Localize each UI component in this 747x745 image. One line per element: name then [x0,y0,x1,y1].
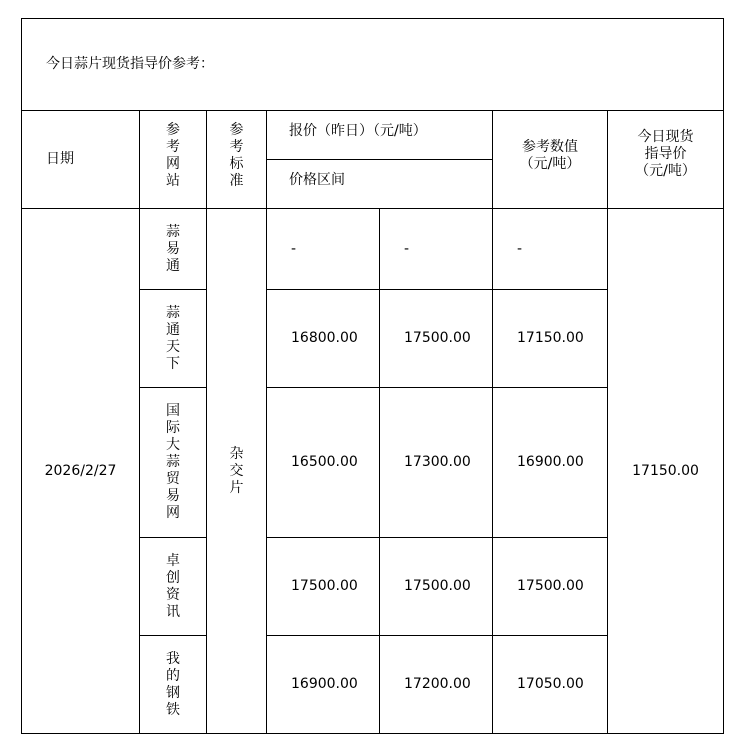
header-ref-cell [493,111,608,209]
site-cell [140,388,207,538]
header-today-price: 今日现货指导价（元/吨） [635,129,696,179]
table-row [22,209,724,290]
header-site: 参考网站 [166,122,180,189]
header-range-cell [267,160,493,209]
title-row [22,19,724,111]
header-standard: 参考标准 [229,122,244,189]
site-name: 蒜易通 [166,223,180,274]
ref-value: 17150.00 [493,290,608,388]
high-price: 17200.00 [380,636,493,734]
header-today-cell [608,111,724,209]
ref-value: 17500.00 [493,538,608,636]
site-name: 我的钢铁 [166,650,180,718]
low-price: - [267,209,380,290]
site-cell [140,209,207,290]
standard-value: 杂交片 [229,445,244,496]
high-price: 17300.00 [380,388,493,538]
site-name: 蒜通天下 [166,304,180,372]
low-price: 17500.00 [267,538,380,636]
header-standard-cell [207,111,267,209]
ref-value: 17050.00 [493,636,608,734]
price-table [21,18,724,734]
site-name: 国际大蒜贸易网 [166,403,180,521]
header-quote: 报价（昨日）（元/吨） [289,123,427,139]
high-price: 17500.00 [380,290,493,388]
high-price: 17500.00 [380,538,493,636]
title-cell [22,19,724,111]
header-row-1 [22,111,724,160]
low-price: 16800.00 [267,290,380,388]
date-cell: 2026/2/27 [22,209,140,734]
site-name: 卓创资讯 [166,552,180,620]
low-price: 16900.00 [267,636,380,734]
ref-value: - [493,209,608,290]
low-price: 16500.00 [267,388,380,538]
standard-cell [207,209,267,734]
site-cell [140,538,207,636]
site-cell [140,636,207,734]
header-range: 价格区间 [289,172,345,188]
header-ref-value: 参考数值（元/吨） [519,139,581,172]
today-price-cell: 17150.00 [608,209,724,734]
header-site-cell [140,111,207,209]
header-date: 日期 [22,111,140,209]
table-title: 今日蒜片现货指导价参考： [46,56,214,72]
ref-value: 16900.00 [493,388,608,538]
header-quote-cell [267,111,493,160]
high-price: - [380,209,493,290]
site-cell [140,290,207,388]
